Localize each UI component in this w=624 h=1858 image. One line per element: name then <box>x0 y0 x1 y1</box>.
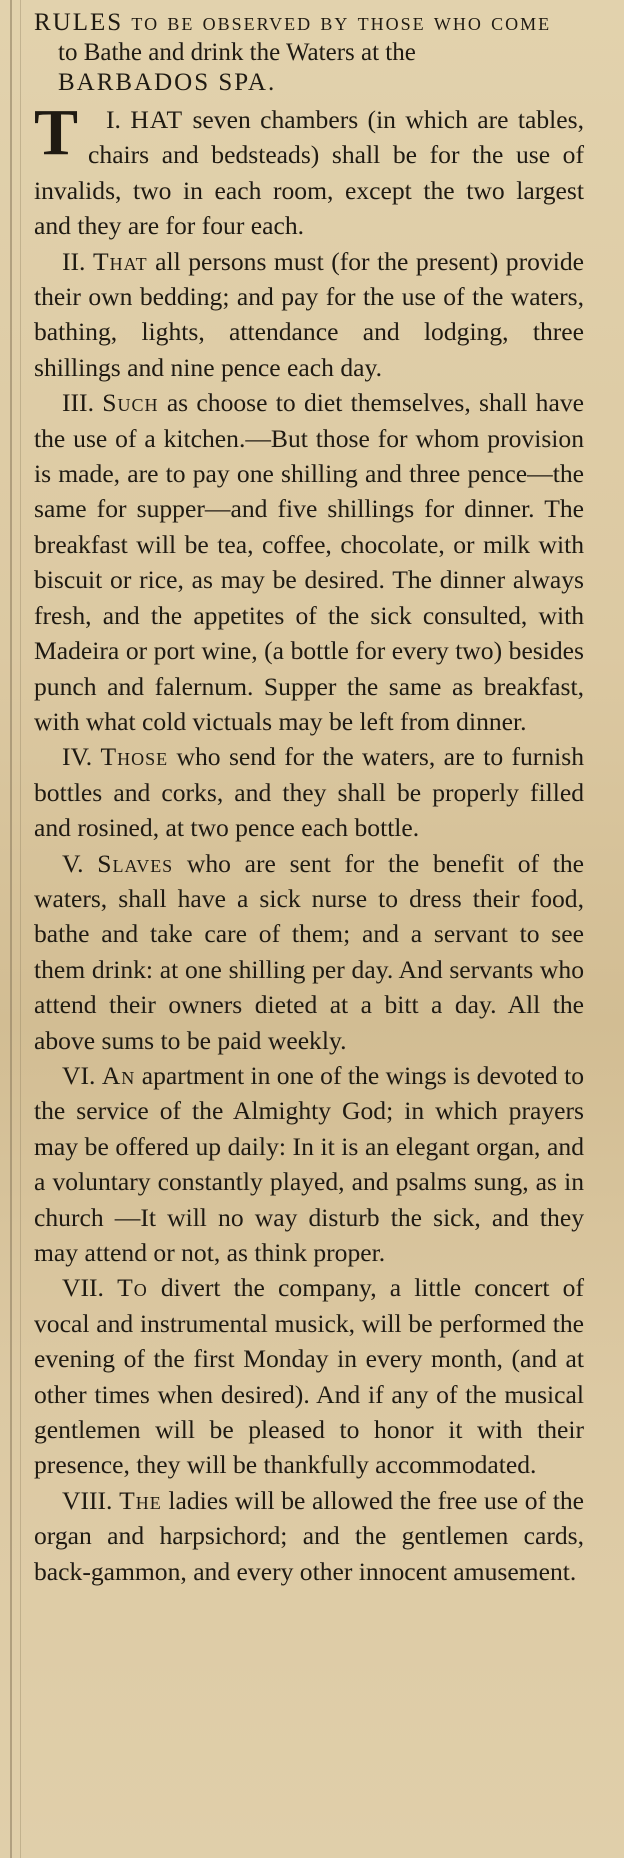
rule-6-lead: An <box>101 1060 136 1090</box>
rule-2-lead: That <box>92 246 148 276</box>
rule-8 <box>34 1483 584 1589</box>
rule-8-text: ladies will be allowed the free use of the organ and harpsichord; and the gentlemen cards, back-gammon, and every other innocent amusement. <box>34 1485 584 1586</box>
rule-4-text: who send for the waters, are to furnish bottles and corks, and they shall be properly filled and rosined, at two pence each bottle. <box>34 742 584 843</box>
column-rule <box>10 0 12 1858</box>
rule-7 <box>34 1270 584 1482</box>
rule-5-lead: Slaves <box>97 848 174 878</box>
rule-3-lead: Such <box>102 388 159 418</box>
rule-5 <box>34 846 584 1058</box>
heading-line-2: to Bathe and drink the Waters at the <box>58 39 416 66</box>
rule-6-number: VI. <box>62 1060 96 1090</box>
rule-5-text: who are sent for the benefit of the waters, shall have a sick nurse to dress their food, bathe and take care of them; and a servant to see them drink: at one shilling per day. And servants who attend their owners dieted at a bitt a day. All the above sums to be paid weekly. <box>34 848 584 1055</box>
rule-7-text: divert the company, a little concert of vocal and instrumental musick, will be performed the evening of the first Monday in every month, (and at other times when desired). And if any of the musical gentlemen will be pleased to honor it with their presence, they will be thankfully accommodated. <box>34 1273 584 1480</box>
rule-6 <box>34 1058 584 1270</box>
rule-2-number: II. <box>62 246 86 276</box>
rule-1-text: seven chambers (in which are tables, chairs and bedsteads) shall be for the use of invalids, two in each room, except the two largest and they are for four each. <box>34 105 584 241</box>
rule-8-number: VIII. <box>62 1485 113 1515</box>
rule-3-text: as choose to diet themselves, shall have the use of a kitchen.—But those for whom provision is made, are to pay one shilling and three pence—the same for supper—and five shillings for dinner. The breakfast will be tea, coffee, chocolate, or milk with biscuit or rice, as may be desired. The dinner always fresh, and the appetites of the sick consulted, with Madeira or port wine, (a bottle for every two) besides punch and falernum. Supper the same as breakfast, with what cold victuals may be left from dinner. <box>34 388 584 736</box>
rule-7-number: VII. <box>62 1273 104 1303</box>
rule-2-text: all persons must (for the present) provide their own bedding; and pay for the use of the waters, bathing, lights, attendance and lodging, three shillings and nine pence each day. <box>34 246 584 382</box>
rule-1 <box>34 96 584 244</box>
rule-6-text: apartment in one of the wings is devoted to the service of the Almighty God; in which prayers may be offered up daily: In it is an elegant organ, and a voluntary constantly played, and psalms sung, as in church —It will no way disturb the sick, and they may attend or not, as think proper. <box>34 1060 584 1267</box>
rule-3-number: III. <box>62 388 94 418</box>
drop-cap: T <box>34 96 79 169</box>
rule-1-number: I. <box>106 105 121 134</box>
rule-4 <box>34 739 584 845</box>
heading-line-1: RULES to be observed by those who come <box>34 9 552 36</box>
rule-2 <box>34 244 584 386</box>
column-rule-inner <box>20 0 21 1858</box>
heading-line-3: BARBADOS SPA. <box>58 69 277 96</box>
notice-heading <box>34 8 584 98</box>
rule-4-number: IV. <box>62 742 93 772</box>
rule-5-number: V. <box>62 848 84 878</box>
rule-4-lead: Those <box>100 742 169 772</box>
rule-3 <box>34 385 584 739</box>
rule-8-lead: The <box>119 1485 162 1515</box>
rule-1-lead: HAT <box>130 105 184 134</box>
rule-7-lead: To <box>117 1273 148 1303</box>
